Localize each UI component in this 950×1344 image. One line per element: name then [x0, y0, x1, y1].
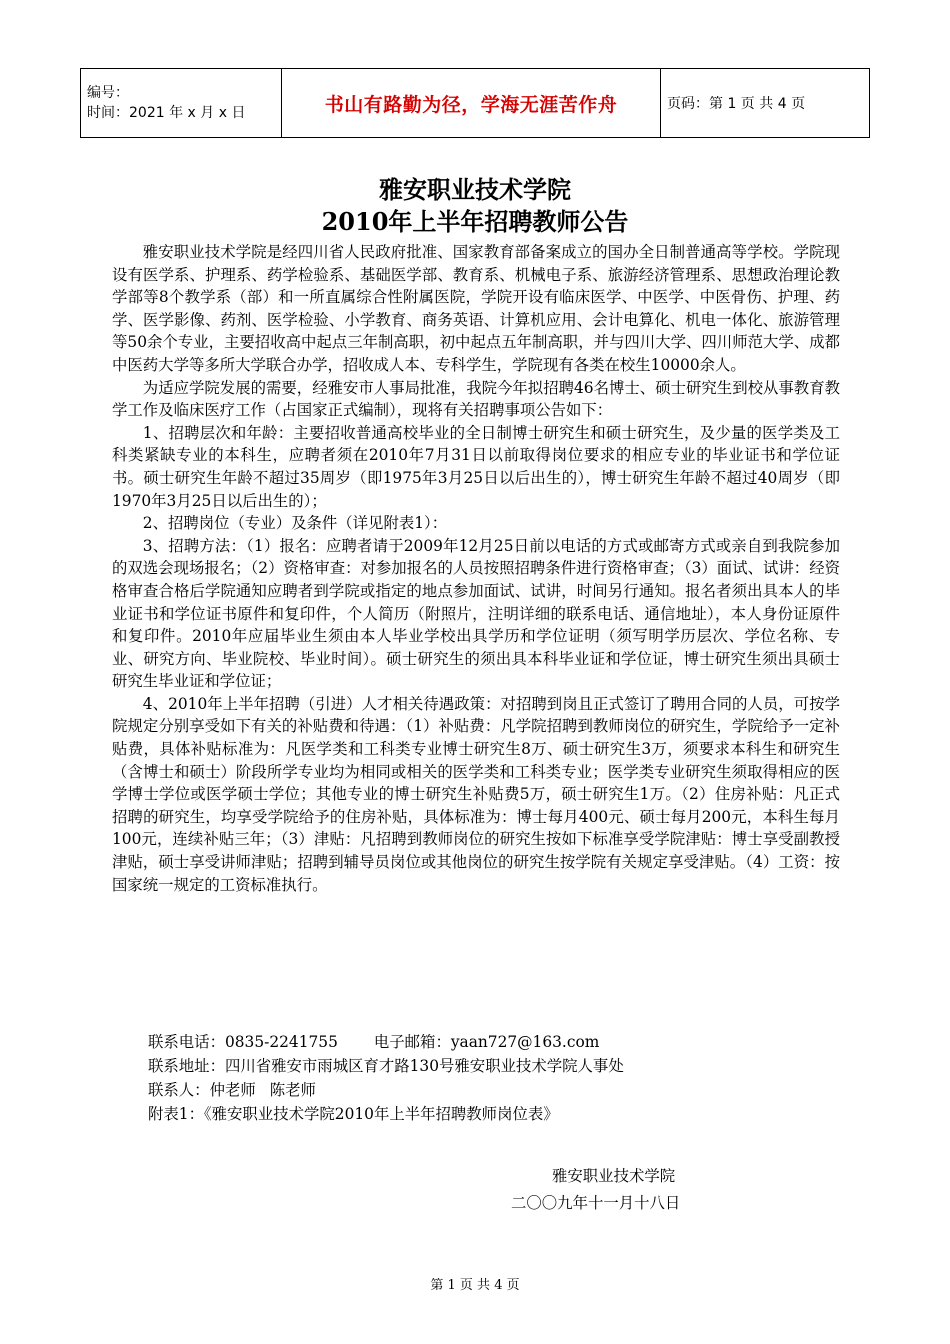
document-header	[80, 68, 870, 138]
page-footer: 第 1 页 共 4 页	[430, 1278, 520, 1293]
contact-phone: 联系电话：0835-2241755	[148, 1033, 338, 1051]
title-line-2: 2010年上半年招聘教师公告	[321, 207, 629, 236]
attachment-note: 附表1：《雅安职业技术学院2010年上半年招聘教师岗位表》	[148, 1105, 559, 1123]
contact-email: 电子邮箱：yaan727@163.com	[373, 1033, 600, 1051]
signature-date: 二〇〇九年十一月十八日	[511, 1194, 681, 1212]
contact-line-phone-email	[148, 1030, 624, 1054]
signature-org: 雅安职业技术学院	[552, 1167, 676, 1185]
paragraph-intro: 雅安职业技术学院是经四川省人民政府批准、国家教育部备案成立的国办全日制普通高等学校。学院现设有医学系、护理系、药学检验系、基础医学部、教育系、机械电子系、旅游经济管理系、思想政治理论教学部等8个教学系（部）和一所直属综合性附属医院，学院开设有临床医学、中医学、中医骨伤、护理、药学、医学影像、药剂、医学检验、小学教育、商务英语、计算机应用、会计电算化、机电一体化、旅游管理等50余个专业，主要招收高中起点三年制高职，初中起点五年制高职，并与四川大学、四川师范大学、成都中医药大学等多所大学联合办学，招收成人本、专科学生，学院现有各类在校生10000余人。	[112, 243, 840, 374]
paragraph-purpose: 为适应学院发展的需要，经雅安市人事局批准，我院今年拟招聘46名博士、硕士研究生到校从事教育教学工作及临床医疗工作（占国家正式编制），现将有关招聘事项公告如下：	[112, 378, 840, 420]
paragraph-item-1: 1、招聘层次和年龄：主要招收普通高校毕业的全日制博士研究生和硕士研究生，及少量的医学类及工科类紧缺专业的本科生，应聘者须在2010年7月31日以前取得岗位要求的相应专业的毕业证书和学位证书。硕士研究生年龄不超过35周岁（即1975年3月25日以后出生的），博士研究生年龄不超过40周岁（即1970年3月25日以后出生的）；	[112, 423, 840, 510]
title-line-1: 雅安职业技术学院	[379, 175, 571, 204]
contact-person-two: 陈老师	[269, 1081, 316, 1099]
page-label: 页码：第 1 页 共 4 页	[661, 69, 870, 138]
motto: 书山有路勤为径，学海无涯苦作舟	[282, 69, 661, 138]
header-meta	[81, 69, 282, 138]
contact-line-person	[148, 1078, 624, 1102]
signature-block	[511, 1163, 681, 1217]
time-label: 时间：2021 年 x 月 x 日	[87, 105, 246, 121]
contact-person: 联系人：仲老师	[148, 1081, 256, 1099]
paragraph-item-4: 4、2010年上半年招聘（引进）人才相关待遇政策：对招聘到岗且正式签订了聘用合同的人员，可按学院规定分别享受如下有关的补贴费和待遇：（1）补贴费：凡学院招聘到教师岗位的研究生，学院给予一定补贴费，具体补贴标准为：凡医学类和工科类专业博士研究生8万、硕士研究生3万，须要求本科生和研究生（含博士和硕士）阶段所学专业均为相同或相关的医学类和工科类专业；医学类专业研究生须取得相应的医学博士学位或医学硕士学位；其他专业的博士研究生补贴费5万，硕士研究生1万。（2）住房补贴：凡正式招聘的研究生，均享受学院给予的住房补贴，具体标准为：博士每月400元、硕士每月200元，本科生每月100元，连续补贴三年；（3）津贴：凡招聘到教师岗位的研究生按如下标准享受学院津贴：博士享受副教授津贴，硕士享受讲师津贴；招聘到辅导员岗位或其他岗位的研究生按学院有关规定享受津贴。（4）工资：按国家统一规定的工资标准执行。	[112, 694, 840, 894]
paragraph-item-3: 3、招聘方法：（1）报名：应聘者请于2009年12月25日前以电话的方式或邮寄方式或亲自到我院参加的双选会现场报名；（2）资格审查：对参加报名的人员按照招聘条件进行资格审查；（3）面试、试讲：经资格审查合格后学院通知应聘者到学院或指定的地点参加面试、试讲，时间另行通知。报名者须出具本人的毕业证书和学位证书原件和复印件，个人简历（附照片，注明详细的联系电话、通信地址），本人身份证原件和复印件。2010年应届毕业生须由本人毕业学校出具学历和学位证明（须写明学历层次、学位名称、专业、研究方向、毕业院校、毕业时间）。硕士研究生的须出具本科毕业证和学位证，博士研究生须出具硕士研究生毕业证和学位证；	[112, 536, 840, 691]
contact-block	[148, 1030, 624, 1126]
announcement-body	[112, 241, 840, 896]
number-label: 编号：	[87, 85, 129, 101]
paragraph-item-2: 2、招聘岗位（专业）及条件（详见附表1）：	[142, 514, 448, 533]
contact-address: 联系地址：四川省雅安市雨城区育才路130号雅安职业技术学院人事处	[148, 1057, 624, 1075]
